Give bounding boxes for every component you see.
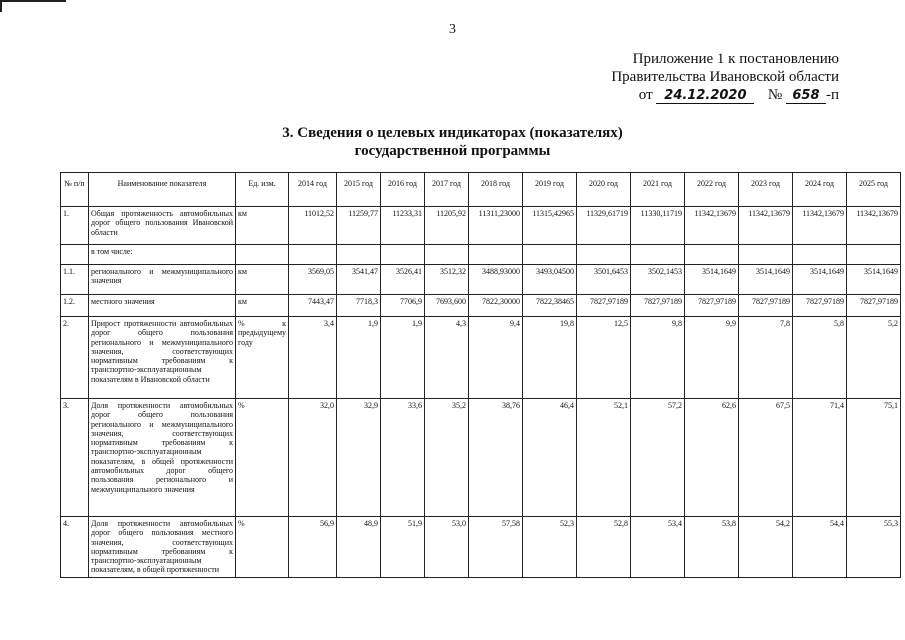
value-cell: 11315,42965 [523,207,577,245]
row-number-cell: 1. [61,207,89,245]
value-cell: 1,9 [381,317,425,399]
row-number-cell: 3. [61,399,89,517]
value-cell: 5,8 [793,317,847,399]
value-cell: 53,8 [685,517,739,578]
value-cell: 52,1 [577,399,631,517]
indicator-name-cell: Прирост протяженности автомобильных дорог общего пользования регионального и межмуниципального значения, соответствующих нормативным требованиям к транспортно-эксплуатационным показателям в Ивановской области [89,317,236,399]
value-cell: 48,9 [337,517,381,578]
value-cell: 56,9 [289,517,337,578]
value-cell: 7822,38465 [523,295,577,317]
value-cell: 3493,04500 [523,265,577,295]
value-cell: 3514,1649 [685,265,739,295]
header-year: 2015 год [337,173,381,207]
indicator-name-cell: регионального и межмуниципального значения [89,265,236,295]
row-number-cell: 1.2. [61,295,89,317]
value-cell: 7,8 [739,317,793,399]
page-corner-mark [0,0,66,12]
value-cell: 11329,61719 [577,207,631,245]
table-row [61,295,901,317]
title-line-1: 3. Сведения о целевых индикаторах (показателях) [282,125,623,141]
page-number: 3 [449,22,456,37]
value-cell: 71,4 [793,399,847,517]
indicator-name-cell: Доля протяженности автомобильных дорог общего пользования регионального и межмуниципального значения, соответствующих нормативным требованиям к транспортно-эксплуатационным показателям, в общей протяженности автомобильных дорог общего пользования регионального и межмуниципального значения [89,399,236,517]
handwritten-date: 24.12.2020 [656,89,754,104]
header-year: 2022 год [685,173,739,207]
value-cell: 7827,97189 [847,295,901,317]
from-label: от [638,87,653,103]
value-cell: 54,2 [739,517,793,578]
value-cell [337,245,381,265]
unit-cell: % [236,399,289,517]
value-cell: 12,5 [577,317,631,399]
value-cell: 51,9 [381,517,425,578]
value-cell [685,245,739,265]
title-line-2: государственной программы [354,143,551,159]
value-cell: 11233,31 [381,207,425,245]
value-cell: 3526,41 [381,265,425,295]
value-cell: 9,9 [685,317,739,399]
indicator-name-cell: Общая протяженность автомобильных дорог общего пользования Ивановской области [89,207,236,245]
value-cell: 3512,32 [425,265,469,295]
value-cell [469,245,523,265]
value-cell [793,245,847,265]
appendix-line-1: Приложение 1 к постановлению [632,51,839,67]
number-suffix: -п [825,87,839,103]
value-cell: 4,3 [425,317,469,399]
table-row [61,207,901,245]
value-cell: 3488,93000 [469,265,523,295]
value-cell: 53,4 [631,517,685,578]
value-cell: 7706,9 [381,295,425,317]
unit-cell: % [236,517,289,578]
value-cell: 7822,30000 [469,295,523,317]
header-num: № п/п [61,173,89,207]
header-year: 2016 год [381,173,425,207]
value-cell: 7443,47 [289,295,337,317]
header-year: 2025 год [847,173,901,207]
row-number-cell: 4. [61,517,89,578]
order-line [611,86,839,104]
table-header-row [61,173,901,207]
value-cell: 46,4 [523,399,577,517]
value-cell: 7827,97189 [793,295,847,317]
value-cell: 11012,52 [289,207,337,245]
header-name: Наименование показателя [89,173,236,207]
value-cell: 11259,77 [337,207,381,245]
value-cell [523,245,577,265]
value-cell: 11342,13679 [847,207,901,245]
value-cell: 3569,05 [289,265,337,295]
value-cell: 3501,6453 [577,265,631,295]
header-year: 2018 год [469,173,523,207]
row-number-cell [61,245,89,265]
value-cell: 11342,13679 [685,207,739,245]
unit-cell: км [236,295,289,317]
value-cell: 67,5 [739,399,793,517]
table-row [61,317,901,399]
value-cell: 7827,97189 [577,295,631,317]
header-year: 2017 год [425,173,469,207]
indicator-name-cell: Доля протяженности автомобильных дорог общего пользования местного значения, соответствующих нормативным требованиям к транспортно-эксплуатационным показателям, в общей протяженности [89,517,236,578]
value-cell: 7827,97189 [631,295,685,317]
value-cell [631,245,685,265]
value-cell: 54,4 [793,517,847,578]
value-cell: 57,2 [631,399,685,517]
value-cell [577,245,631,265]
table-row [61,399,901,517]
row-number-cell: 2. [61,317,89,399]
header-year: 2024 год [793,173,847,207]
value-cell: 11205,92 [425,207,469,245]
indicator-name-cell: местного значения [89,295,236,317]
value-cell: 53,0 [425,517,469,578]
value-cell: 3502,1453 [631,265,685,295]
value-cell [739,245,793,265]
unit-cell: % к предыдущему году [236,317,289,399]
value-cell: 3514,1649 [847,265,901,295]
value-cell [425,245,469,265]
unit-cell: км [236,265,289,295]
value-cell: 38,76 [469,399,523,517]
header-year: 2023 год [739,173,793,207]
value-cell: 7718,3 [337,295,381,317]
value-cell: 9,8 [631,317,685,399]
value-cell: 52,3 [523,517,577,578]
value-cell: 11311,23000 [469,207,523,245]
row-number-cell: 1.1. [61,265,89,295]
value-cell: 75,1 [847,399,901,517]
table-row [61,265,901,295]
value-cell: 3,4 [289,317,337,399]
value-cell [847,245,901,265]
value-cell [381,245,425,265]
value-cell: 7827,97189 [739,295,793,317]
value-cell: 33,6 [381,399,425,517]
number-label: № [767,87,783,103]
indicators-table [60,172,901,578]
appendix-line-2: Правительства Ивановской области [611,69,839,85]
header-year: 2020 год [577,173,631,207]
value-cell: 52,8 [577,517,631,578]
value-cell: 3514,1649 [793,265,847,295]
header-year: 2021 год [631,173,685,207]
header-year: 2014 год [289,173,337,207]
appendix-header [611,50,839,104]
value-cell: 9,4 [469,317,523,399]
value-cell [289,245,337,265]
value-cell: 7693,600 [425,295,469,317]
value-cell: 11342,13679 [793,207,847,245]
value-cell: 62,6 [685,399,739,517]
unit-cell [236,245,289,265]
table-row [61,517,901,578]
value-cell: 11330,11719 [631,207,685,245]
value-cell: 3541,47 [337,265,381,295]
value-cell: 57,58 [469,517,523,578]
header-year: 2019 год [523,173,577,207]
handwritten-number: 658 [786,89,826,104]
value-cell: 55,3 [847,517,901,578]
indicator-name-cell: в том числе: [89,245,236,265]
value-cell: 3514,1649 [739,265,793,295]
value-cell: 32,9 [337,399,381,517]
value-cell: 5,2 [847,317,901,399]
header-unit: Ед. изм. [236,173,289,207]
value-cell: 35,2 [425,399,469,517]
value-cell: 11342,13679 [739,207,793,245]
value-cell: 19,8 [523,317,577,399]
table-row [61,245,901,265]
value-cell: 32,0 [289,399,337,517]
value-cell: 7827,97189 [685,295,739,317]
page-title [0,124,905,160]
value-cell: 1,9 [337,317,381,399]
unit-cell: км [236,207,289,245]
